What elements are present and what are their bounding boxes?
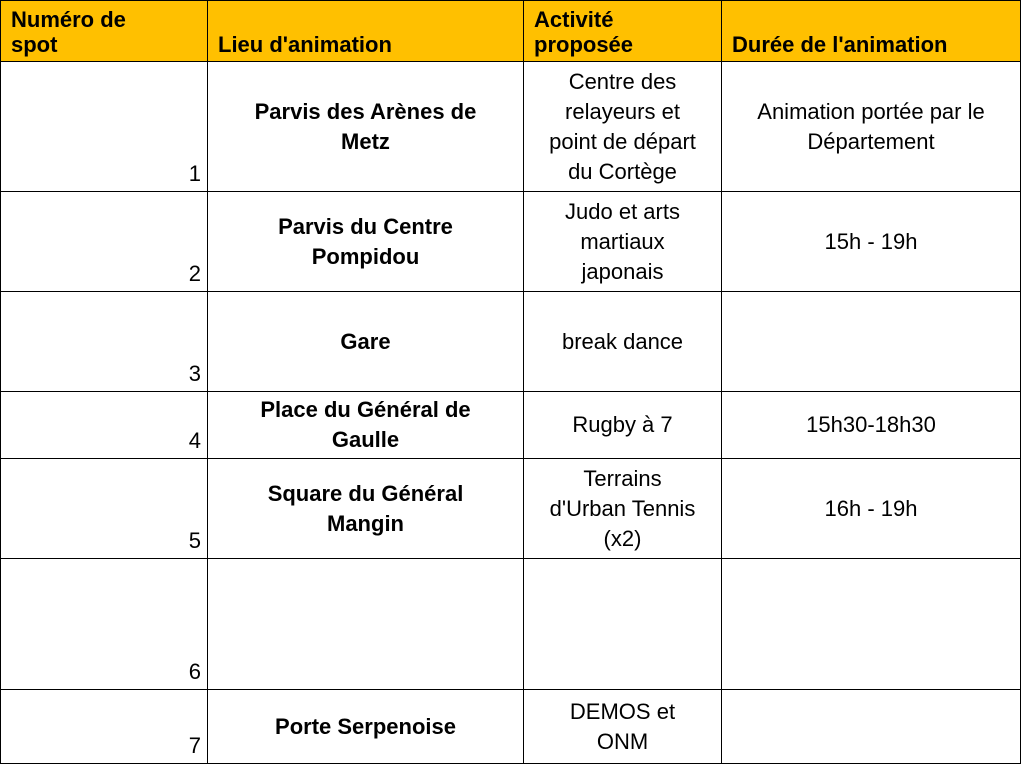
location-cell — [208, 690, 524, 764]
spot-number-cell — [1, 62, 208, 192]
duration-cell — [722, 459, 1021, 559]
header-spot-number-line1: Numéro de — [11, 7, 126, 32]
location-line: Parvis du Centre — [278, 213, 453, 239]
table-row — [1, 62, 1021, 192]
spot-number: 6 — [188, 659, 201, 684]
spot-number: 5 — [188, 528, 201, 553]
duration-cell — [722, 192, 1021, 292]
activity-line: point de départ — [549, 128, 696, 154]
activity-line: DEMOS et — [569, 698, 676, 724]
activity-cell — [524, 559, 722, 690]
location-line: Gare — [340, 328, 391, 354]
spot-number-cell — [1, 292, 208, 392]
activity-line: japonais — [581, 258, 664, 284]
table-row — [1, 192, 1021, 292]
duration-line: 16h - 19h — [824, 495, 918, 521]
location-line: Pompidou — [311, 243, 420, 269]
duration-line: Animation portée par le — [757, 98, 985, 124]
location-cell — [208, 459, 524, 559]
header-activity-line1: Activité — [534, 7, 614, 32]
table-row — [1, 292, 1021, 392]
activity-line: du Cortège — [568, 158, 677, 184]
spot-number-cell — [1, 690, 208, 764]
location-line: Gaulle — [331, 427, 400, 452]
activity-cell — [524, 292, 722, 392]
activity-line: ONM — [596, 728, 649, 754]
activity-line: relayeurs et — [565, 98, 680, 124]
duration-line: Département — [807, 128, 935, 154]
table-row — [1, 559, 1021, 690]
spot-number-cell — [1, 192, 208, 292]
spot-number: 1 — [188, 161, 201, 186]
header-location-label: Lieu d'animation — [218, 32, 392, 57]
table-row — [1, 459, 1021, 559]
location-cell — [208, 62, 524, 192]
activity-line: (x2) — [603, 525, 642, 551]
header-duration-label: Durée de l'animation — [732, 32, 948, 57]
location-line: Parvis des Arènes de — [254, 98, 477, 124]
activity-cell — [524, 392, 722, 459]
table-header-row — [1, 1, 1021, 62]
duration-cell — [722, 62, 1021, 192]
location-line: Square du Général — [267, 480, 464, 506]
activity-line: break dance — [561, 328, 684, 354]
location-cell — [208, 559, 524, 690]
activity-line: Centre des — [568, 68, 677, 94]
table-row — [1, 392, 1021, 459]
location-line: Place du Général de — [260, 397, 471, 422]
location-cell — [208, 292, 524, 392]
header-duration — [722, 1, 1021, 62]
header-spot-number — [1, 1, 208, 62]
activity-line: Judo et arts — [565, 198, 680, 224]
activity-line: Rugby à 7 — [572, 412, 673, 437]
spot-number-cell — [1, 392, 208, 459]
duration-cell — [722, 559, 1021, 690]
header-spot-number-line2: spot — [11, 32, 58, 57]
activity-line: d'Urban Tennis — [549, 495, 696, 521]
activity-line: Terrains — [583, 465, 662, 491]
location-cell — [208, 392, 524, 459]
spot-number: 3 — [188, 361, 201, 386]
spot-number-cell — [1, 459, 208, 559]
spot-number-cell — [1, 559, 208, 690]
spot-number: 7 — [188, 733, 201, 758]
activity-cell — [524, 690, 722, 764]
location-line: Porte Serpenoise — [275, 713, 456, 739]
activity-cell — [524, 192, 722, 292]
header-activity-line2: proposée — [534, 32, 634, 57]
header-activity — [524, 1, 722, 62]
duration-line: 15h30-18h30 — [806, 412, 936, 437]
location-cell — [208, 192, 524, 292]
location-line: Mangin — [327, 510, 404, 536]
activity-line: martiaux — [580, 228, 665, 254]
activity-cell — [524, 459, 722, 559]
location-line: Metz — [341, 128, 390, 154]
duration-cell — [722, 690, 1021, 764]
table-row — [1, 690, 1021, 764]
duration-cell — [722, 292, 1021, 392]
duration-cell — [722, 392, 1021, 459]
spot-number: 4 — [188, 428, 201, 453]
spot-number: 2 — [188, 261, 201, 286]
header-location — [208, 1, 524, 62]
duration-line: 15h - 19h — [824, 228, 918, 254]
activity-cell — [524, 62, 722, 192]
